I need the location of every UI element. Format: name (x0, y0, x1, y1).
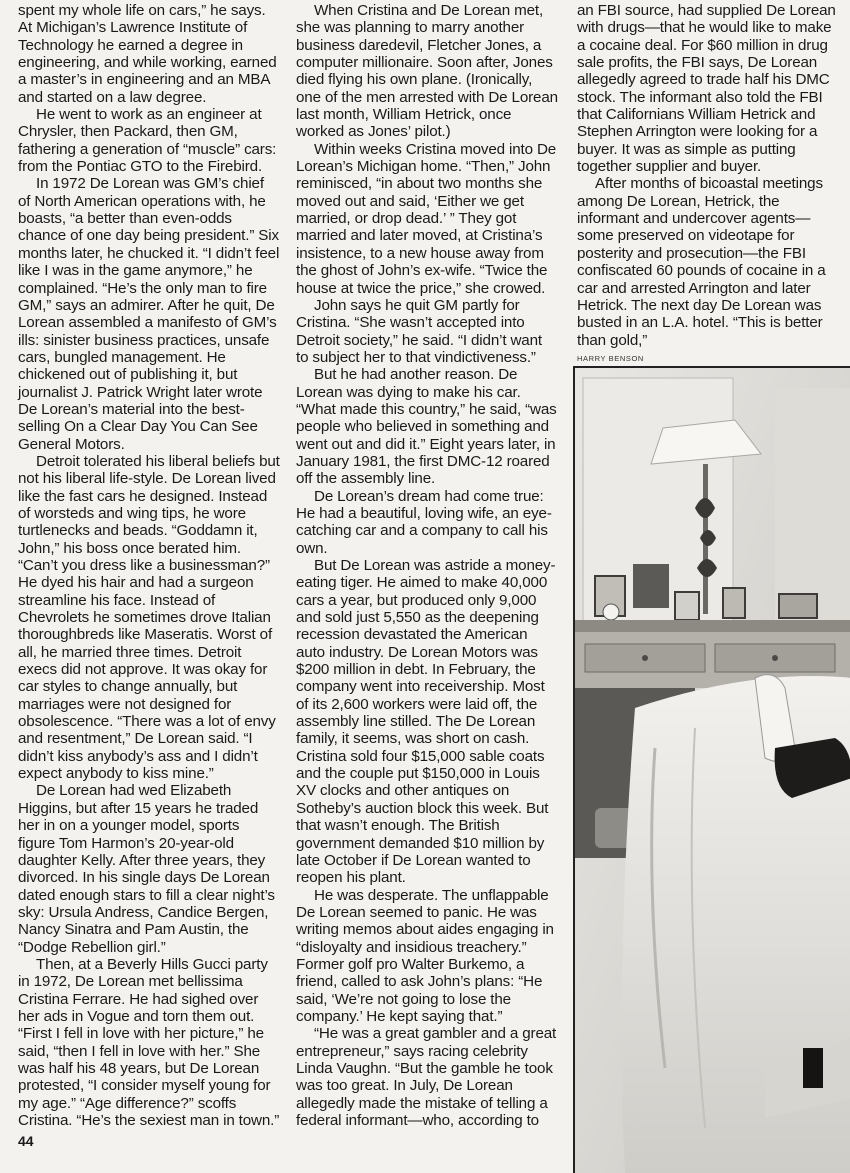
paragraph: He went to work as an engineer at Chrysler, then Packard, then GM, fathering a generation of “muscle” cars: from the Pontiac GTO to the Firebird. (18, 106, 277, 176)
interior-photo (573, 366, 850, 1173)
paragraph: When Cristina and De Lorean met, she was planning to marry another business daredevil, Fletcher Jones, a computer millionaire. Soon after, Jones died flying his own plane. (Ironically, one of the men arrested with De Lorean last month, William Hetrick, once worked as Jones’ pilot.) (296, 2, 558, 141)
paragraph: He was desperate. The unflappable De Lorean seemed to panic. He was writing memos about aides engaging in “disloyalty and insidious treachery.” Former golf pro Walter Burkemo, a friend, called to ask John’s plans: “He said, ‘We’re not going to lose the company.’ He kept saying that.” (296, 886, 554, 1025)
paragraph: De Lorean’s dream had come true: He had a beautiful, loving wife, an eye-catching car and a company to call his own. (296, 487, 552, 557)
text-column-1 (18, 2, 280, 1129)
paragraph: an FBI source, had supplied De Lorean with drugs—that he would like to make a cocaine deal. For $60 million in drug sale profits, the FBI says, De Lorean allegedly agreed to trade half his DMC stock. The informant also told the FBI that Californians William Hetrick and Stephen Arrington were looking for a buyer. It was as simple as putting together supplier and buyer. (577, 2, 836, 176)
text-column-2 (296, 2, 558, 1129)
paragraph: “He was a great gambler and a great entrepreneur,” says racing celebrity Linda Vaughn. “But the gamble he took was too great. In July, De Lorean allegedly made the mistake of telling a federal informant—who, according to (296, 1025, 557, 1129)
paragraph: Then, at a Beverly Hills Gucci party in 1972, De Lorean met bellissima Cristina Ferrare. He had sighed over her ads in Vogue and torn them out. “First I fell in love with her picture,” he said, “then I fell in love with her.” She was half his 48 years, but De Lorean protested, “I consider myself young for my age.” “Age difference?” scoffs Cristina. “He’s the sexiest man in town.” (18, 955, 280, 1129)
paragraph: After months of bicoastal meetings among De Lorean, Hetrick, the informant and undercover agents—some preserved on videotape for posterity and prosecution—the FBI confiscated 60 pounds of cocaine in a car and arrested Arrington and later Hetrick. The next day De Lorean was busted in an L.A. hotel. “This is better than gold,” (577, 175, 826, 349)
page-number: 44 (18, 1133, 34, 1149)
paragraph: Within weeks Cristina moved into De Lorean’s Michigan home. “Then,” John reminisced, “in about two months she moved out and said, ‘Either we get married, or drop dead.’ ” They got married and later moved, at Cristina’s insistence, to a new house away from the ghost of John’s ex-wife. “Twice the house at twice the price,” she crowed. (296, 140, 557, 297)
paragraph: But he had another reason. De Lorean was dying to make his car. “What made this country,” he said, “was people who believed in something and went out and did it.” Eight years later, in January 1981, the first DMC-12 roared off the assembly line. (296, 366, 557, 488)
photo-illustration (575, 368, 850, 1173)
paragraph: Detroit tolerated his liberal beliefs but not his liberal life-style. De Lorean lived like the fast cars he designed. Instead of worsteds and wing tips, he wore turtlenecks and beads. “Goddamn it, John,” his boss once berated him. “Can’t you dress like a businessman?” He dyed his hair and had a surgeon streamline his face. Instead of Chevrolets he sometimes drove Italian thoroughbreds like Maseratis. Worst of all, he married three times. Detroit execs did not approve. It was okay for car styles to change annually, but marriages were not designed for obsolescence. “There was a lot of envy and resentment,” De Lorean said. “I didn’t kiss anybody’s ass and I didn’t expect anybody to kiss mine.” (18, 452, 280, 783)
paragraph: In 1972 De Lorean was GM’s chief of North American operations with, he boasts, “a better than even-odds chance of one day being president.” Six months later, he chucked it. “I didn’t feel like I was in the game anymore,” he complained. “He’s the only man to fire GM,” says an admirer. After he quit, De Lorean assembled a manifesto of GM’s ills: sinister business practices, unsafe cars, bungled management. He chickened out of publishing it, but journalist J. Patrick Wright later wrote De Lorean’s material into the best-selling On a Clear Day You Can See General Motors. (18, 175, 280, 453)
paragraph: De Lorean had wed Elizabeth Higgins, but after 15 years he traded her in on a younger model, sports figure Tom Harmon’s 20-year-old daughter Kelly. After three years, they divorced. In his single days De Lorean dated enough stars to fill a clear night’s sky: Ursula Andress, Candice Bergen, Nancy Sinatra and Pam Austin, the “Dodge Rebellion girl.” (18, 782, 275, 956)
paragraph: John says he quit GM partly for Cristina. “She wasn’t accepted into Detroit society,” he said. “I didn’t want to subject her to that vindictiveness.” (296, 296, 542, 366)
text-column-3 (577, 2, 839, 349)
paragraph: spent my whole life on cars,” he says. At Michigan’s Lawrence Institute of Technology he earned a degree in engineering, and while working, earned a master’s in engineering and an MBA and started on a law degree. (18, 2, 277, 106)
paragraph: But De Lorean was astride a money-eating tiger. He aimed to make 40,000 cars a year, but produced only 9,000 and sold just 5,550 as the deepening recession devastated the American auto industry. De Lorean Motors was $200 million in debt. In February, the company went into receivership. Most of its 2,600 workers were laid off, the assembly line stilled. The De Lorean family, it seems, was short on cash. Cristina sold four $15,000 sable coats and the couple put $150,000 in Louis XV clocks and other antiques on Sotheby’s auction block this week. But that wasn’t enough. The British government demanded $10 million by late October if De Lorean wanted to reopen his plant. (296, 557, 556, 887)
photo-credit: HARRY BENSON (577, 354, 644, 363)
